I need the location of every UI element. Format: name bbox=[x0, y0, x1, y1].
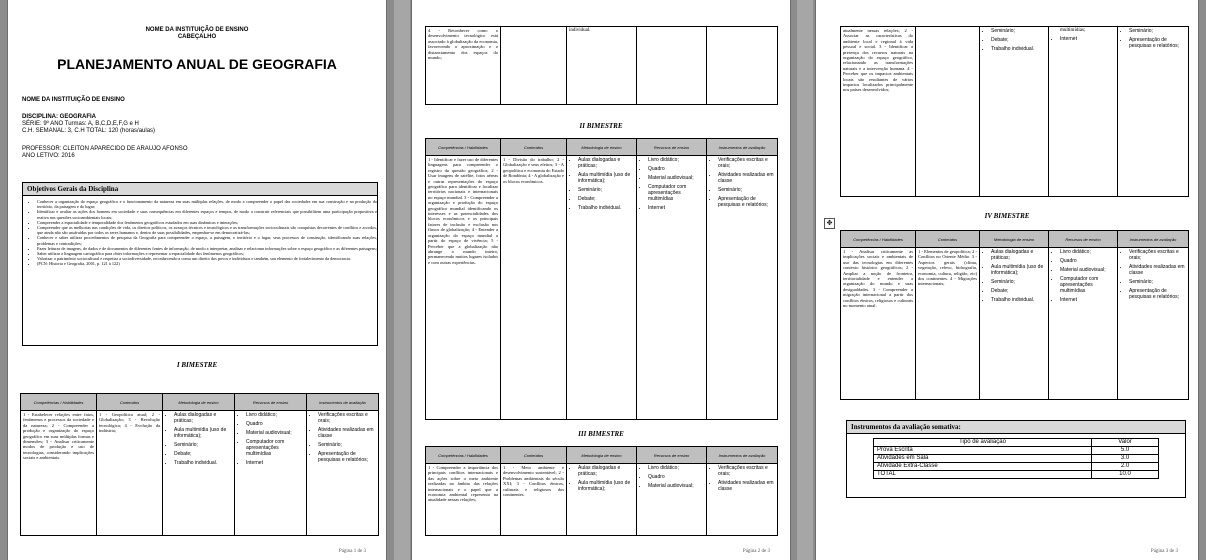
header-cell: Instrumentos de avaliação bbox=[307, 394, 379, 411]
table-row bbox=[841, 248, 1189, 400]
list-item: • Aulas dialogadas e práticas; bbox=[991, 249, 1046, 261]
list-item: • Seminário; bbox=[991, 279, 1046, 285]
evaluation-cell bbox=[1118, 27, 1189, 197]
table-cell: TOTAL bbox=[874, 471, 1092, 479]
list-item: • Trabalho individual. bbox=[578, 205, 634, 211]
header-cell: Recursos de ensino bbox=[235, 394, 307, 411]
section-title-bimestre-1: I BIMESTRE bbox=[176, 361, 218, 369]
table-header-row bbox=[874, 439, 1159, 447]
list-item: • Livro didático; bbox=[648, 157, 704, 163]
bimestre-2-table bbox=[425, 138, 778, 420]
table-cell: Atividades em Sala bbox=[874, 455, 1092, 463]
page-gap bbox=[797, 0, 813, 560]
competencies-cell: 1 - Identificar e fazer uso de diferentes linguagens para compreender o registro da questão geográfica; 2 - Usar imagens de satélite, fotos aéreas e outras representações do espaço geográfico para identificar e localizar territórios nacionais e internacionais no espaço mundial. 3 - Compreender a organização e produção do espaço geográfico mundial identificando os interesses e as potencialidades dos blocos econômicos e os principais fatores de inclusão e exclusão nos fluxos de globalização; 4 - Entender a organização do espaço mundial a partir do espaço de vivência; 5 - Perceber que a globalização não abrange o mundo inteiro, permanecendo muitos lugares isolados e com outras experiências. bbox=[426, 156, 501, 420]
list-item: • Computador com apresentações multimídias bbox=[648, 184, 704, 202]
table-row bbox=[841, 27, 1189, 197]
table-cell: Prova Escrita bbox=[874, 447, 1092, 455]
bimestre-4-table bbox=[840, 230, 1189, 400]
resources-cell bbox=[637, 156, 707, 420]
table-cell: 5.0 bbox=[1092, 447, 1159, 455]
page-2 bbox=[412, 0, 790, 560]
header-cell: Instrumentos de avaliação bbox=[707, 447, 778, 464]
header-cell: Conteúdos bbox=[501, 139, 567, 156]
table-header-row bbox=[426, 447, 778, 464]
bimestre-3-table bbox=[425, 446, 778, 536]
table-header-row bbox=[21, 394, 379, 411]
evaluation-box bbox=[846, 420, 1186, 498]
workload-label: C.H. SEMANAL: 3, C.H TOTAL: 120 (horas/aulas) bbox=[22, 128, 156, 134]
objectives-box bbox=[22, 182, 378, 346]
list-item: • Apresentação de pesquisas e relatórios; bbox=[318, 451, 376, 463]
resources-cell bbox=[1049, 248, 1118, 400]
competencies-cell: 1 - Compreender a importância dos principais conflitos internacionais e das ações sobre o meio ambiente realizadas no âmbito das relações internacionais e o papel que a economia ambiental representa na atualidade nessas relações; bbox=[426, 464, 501, 536]
list-item: • Aulas dialogadas e práticas; bbox=[174, 412, 232, 424]
header-cell: Conteúdos bbox=[916, 231, 980, 248]
table-header-row bbox=[841, 231, 1189, 248]
header-cell: Metodologia de ensino bbox=[163, 394, 235, 411]
competencies-cell: 4 - Reconhecer como o desenvolvimento tecnológico está associado à globalização da economia, favorecendo a aproximação e o distanciamento dos espaços do mundo; bbox=[426, 27, 501, 105]
methodology-cell bbox=[163, 411, 235, 536]
discipline-label: DISCIPLINA: GEOGRAFIA bbox=[22, 114, 97, 120]
list-item: • Livro didático; bbox=[1060, 249, 1115, 255]
evaluation-cell bbox=[707, 27, 778, 105]
competencies-cell: 1 - Analisar criticamente as implicações sociais e ambientais de uso das tecnologias em diferentes contexto histórico geográficos; 2 - Ampliar a noção de fronteira, territorialidade e entender a organização do mundo e suas desigualdades. 3 - Compreender a migração internacional a partir dos conflitos étnicos, religiosos e culturais no momento atual. bbox=[841, 248, 916, 400]
evaluation-cell bbox=[707, 156, 778, 420]
list-item: • Aula multimídia (uso de informática); bbox=[174, 427, 232, 439]
header-cell: Competências / Habilidades bbox=[426, 447, 501, 464]
list-item: • Quadro bbox=[648, 474, 704, 480]
objectives-title: Objetivos Gerais da Disciplina bbox=[23, 183, 377, 196]
bimestre-1-table bbox=[20, 393, 379, 536]
list-item: • Aula multimídia (uso de informática); bbox=[578, 480, 634, 492]
page-number: Página 1 de 3 bbox=[338, 549, 366, 554]
list-item: • Livro didático; bbox=[648, 465, 704, 471]
list-item: • Atividades realizadas em classe bbox=[718, 172, 775, 184]
list-item: • Trabalho individual. bbox=[991, 297, 1046, 303]
list-item: • Seminário; bbox=[1129, 279, 1186, 285]
contents-cell bbox=[501, 27, 567, 105]
table-cell: 10.0 bbox=[1092, 471, 1159, 479]
list-item: • Seminário; bbox=[318, 442, 376, 448]
list-item: • Computador com apresentações multimídias bbox=[246, 439, 304, 457]
list-item: • Debate; bbox=[174, 451, 232, 457]
methodology-cell bbox=[980, 27, 1049, 197]
list-item: • Verificações escritas e orais; bbox=[1129, 249, 1186, 261]
header-cell: Conteúdos bbox=[97, 394, 163, 411]
list-item: • Aulas dialogadas e práticas; bbox=[578, 465, 634, 477]
methodology-cell bbox=[980, 248, 1049, 400]
objective-item: • Valorizar o patrimônio sociocultural e respeitar a sociodiversidade, reconhecendo-a como um direito dos povos e indivíduos e também, um elemento de fortalecimento da democracia. bbox=[37, 256, 377, 261]
list-item: • Apresentação de pesquisas e relatórios; bbox=[1129, 37, 1186, 49]
list-item: • Apresentação de pesquisas e relatórios; bbox=[1129, 288, 1186, 300]
resources-cell bbox=[1049, 27, 1118, 197]
table-row bbox=[426, 464, 778, 536]
series-label: SÉRIE: 9º ANO Turmas: A, B,C,D,E,F,G e H bbox=[22, 121, 139, 127]
list-item: • Aula multimídia (uso de informática); bbox=[578, 172, 634, 184]
table-cell: 3.0 bbox=[1092, 455, 1159, 463]
objective-item: • (PCN: Historia e Geografia, 2001, p. 121 à 122) bbox=[37, 261, 377, 266]
table-row bbox=[874, 471, 1159, 479]
list-item: • Internet bbox=[1060, 297, 1115, 303]
evaluation-box-title: Instrumentos da avaliação somativa: bbox=[847, 421, 1185, 434]
competencies-cell: 1 - Estabelecer relações entre fatos, fenômenos e processos da sociedade e da natureza; 2 - Compreender a produção e organização do espaço geográfico em suas múltiplas formas e dimensões; 3 - Analisar criticamente modos de produção e uso de tecnologias, considerando implicações sociais e ambientais. bbox=[21, 411, 97, 536]
header-cell: Recursos de ensino bbox=[637, 447, 707, 464]
page-title: PLANEJAMENTO ANUAL DE GEOGRAFIA bbox=[57, 56, 337, 72]
header-cell: Competências / Habilidades bbox=[21, 394, 97, 411]
page-number: Página 2 de 3 bbox=[742, 549, 770, 554]
list-item: • Debate; bbox=[991, 37, 1046, 43]
header-cell: Metodologia de ensino bbox=[980, 231, 1049, 248]
list-item: • Trabalho individual. bbox=[174, 460, 232, 466]
contents-cell: 1 - Meio ambiente e desenvolvimento sustentável; 2 - Problemas ambientais do século XXI; 3 - Conflitos étnicos, culturais e religiosos dos continentes. bbox=[501, 464, 567, 536]
header-cell: Metodologia de ensino bbox=[567, 139, 637, 156]
section-title-bimestre-4: IV BIMESTRE bbox=[984, 212, 1030, 220]
evaluation-cell bbox=[1118, 248, 1189, 400]
list-item: • Livro didático; bbox=[246, 412, 304, 418]
list-item: • Seminário; bbox=[174, 442, 232, 448]
section-title-bimestre-3: III BIMESTRE bbox=[578, 430, 624, 438]
list-item: • Atividades realizadas em classe bbox=[1129, 264, 1186, 276]
page-number: Página 3 de 3 bbox=[1150, 549, 1178, 554]
table-row bbox=[21, 411, 379, 536]
table-move-handle-icon[interactable]: ✥ bbox=[824, 218, 835, 229]
resources-cell bbox=[637, 464, 707, 536]
list-item: • Quadro bbox=[648, 166, 704, 172]
methodology-cell bbox=[567, 156, 637, 420]
contents-cell: 1 - Divisão do trabalho; 2 - Globalização e seus efeitos; 3 - A geopolítica e economia do Estado de Rondônia; 4 - A globalização e os blocos econômicos. bbox=[501, 156, 567, 420]
list-item: • Internet bbox=[246, 460, 304, 466]
list-item: • Quadro bbox=[1060, 258, 1115, 264]
objective-item: • Conhecer e saber utilizar procedimentos de pesquisa da Geografia para compreender o espaço, a paisagem, o território e o lugar, seus processos de construção, identificando suas relações, problemas e contradições; bbox=[37, 235, 377, 245]
list-item: • Material audiovisual; bbox=[648, 483, 704, 489]
evaluation-cell bbox=[707, 464, 778, 536]
table-cell: Atividade Extra-Classe bbox=[874, 463, 1092, 471]
header-cell: Recursos de ensino bbox=[1049, 231, 1118, 248]
page-1 bbox=[8, 0, 386, 560]
objective-item: • Fazer leituras de imagens, de dados e de documentos de diferentes fontes de informação, de modo a interpretar, analisar e relacionar informações sobre o espaço geográfico e as diferentes paisagens; bbox=[37, 246, 377, 251]
resources-cell bbox=[235, 411, 307, 536]
list-item: • Material audiovisual; bbox=[1060, 267, 1115, 273]
list-item: • Seminário; bbox=[991, 28, 1046, 34]
objective-item: • Compreender que as melhorias nas condições de vida, os direitos políticos, os avanços técnicos e tecnológicos e as transformações socioculturais são conquistas decorrentes de conflitos e acordos, que ainda não são usufruídas por todos os seres humanos e, dentro de suas possibilidades, empenhar-se em democratizá-las; bbox=[37, 225, 377, 235]
list-item: • Material audiovisual; bbox=[246, 430, 304, 436]
evaluation-table bbox=[873, 438, 1159, 479]
page-3 bbox=[816, 0, 1198, 560]
header-cell: Recursos de ensino bbox=[637, 139, 707, 156]
contents-cell bbox=[916, 27, 980, 197]
header-cell: Competências / Habilidades bbox=[426, 139, 501, 156]
objectives-list bbox=[23, 199, 377, 267]
objective-item: • Conhecer a organização do espaço geográfico e o funcionamento da natureza em suas múltiplas relações, de modo a compreender o papel das sociedades em sua construção e na produção do território, da paisagem e do lugar; bbox=[37, 199, 377, 209]
list-item: • Seminário; bbox=[578, 187, 634, 193]
header-cell: Valor bbox=[1092, 439, 1159, 447]
contents-cell: 1 - Elementos de geopolítica; 2 - Conflitos no Oriente Médio. 3 - Aspectos gerais (clima, vegetação, relevo, hidrografia, economia, cultura, religião, etc) dos continentes. 4 - Migrações internacionais; bbox=[916, 248, 980, 400]
header-cell: Tipo de avaliação bbox=[874, 439, 1092, 447]
methodology-cell bbox=[567, 464, 637, 536]
header-cell: Competências / Habilidades bbox=[841, 231, 916, 248]
continuation-table bbox=[425, 26, 778, 105]
competencies-cell: atualmente nessas relações; 2 - Associar as características do ambiente local e regional à vida pessoal e social. 3 - Identificar a presença dos recursos naturais na organização do espaço geográfico, relacionando as transformações naturais e a intervenção humana. 4 - Perceber que os impactos ambientais locais são resultantes de vários impactos localizados principalmente nos países desenvolvidos; bbox=[841, 27, 916, 197]
evaluation-cell bbox=[307, 411, 379, 536]
header-cell: Instrumentos de avaliação bbox=[707, 139, 778, 156]
list-item: • Apresentação de pesquisas e relatórios; bbox=[718, 196, 775, 208]
table-row bbox=[874, 463, 1159, 471]
list-item: • Internet bbox=[648, 205, 704, 211]
table-row bbox=[426, 156, 778, 420]
list-item: • Verificações escritas e orais; bbox=[718, 157, 775, 169]
list-item: • Debate; bbox=[578, 196, 634, 202]
list-item: • Atividades realizadas em classe bbox=[718, 480, 775, 492]
school-year-label: ANO LETIVO: 2016 bbox=[22, 153, 75, 159]
list-item: • Material audiovisual; bbox=[648, 175, 704, 181]
table-row bbox=[874, 455, 1159, 463]
methodology-cell: individual. bbox=[567, 27, 637, 105]
table-cell: 2.0 bbox=[1092, 463, 1159, 471]
resources-cell bbox=[637, 27, 707, 105]
list-item: • Verificações escritas e orais; bbox=[718, 465, 775, 477]
list-item: multimídias; bbox=[1060, 28, 1086, 33]
header-cell: Metodologia de ensino bbox=[567, 447, 637, 464]
continuation-table bbox=[840, 26, 1189, 197]
list-item: • Internet bbox=[1060, 36, 1115, 42]
list-item: • Computador com apresentações multimídias bbox=[1060, 276, 1115, 294]
page-gap bbox=[394, 0, 410, 560]
list-item: • Seminário; bbox=[1129, 28, 1186, 34]
list-item: • Quadro bbox=[246, 421, 304, 427]
header-cell: Conteúdos bbox=[501, 447, 567, 464]
section-title-bimestre-2: II BIMESTRE bbox=[579, 122, 623, 130]
institution-name: NOME DA INSTITUIÇÃO DE ENSINO bbox=[22, 97, 125, 103]
list-item: • Aulas dialogadas e práticas; bbox=[578, 157, 634, 169]
contents-cell: 1 - Geopolítica atual; 2 - Globalização; 3 - Revolução tecnológica; 4 - Evolução da indústria; bbox=[97, 411, 163, 536]
header-cell: Instrumentos de avaliação bbox=[1118, 231, 1189, 248]
objective-item: • Saber utilizar a linguagem cartográfica para obter informações e representar a espacialidade dos fenômenos geográficos; bbox=[37, 251, 377, 256]
cabecalho-label: CABEÇALHO bbox=[177, 34, 217, 40]
objective-item: • Compreender a espacialidade e temporalidade dos fenômenos geográficos estudados em suas dinâmicas e interações; bbox=[37, 220, 377, 225]
list-item: • Verificações escritas e orais; bbox=[318, 412, 376, 424]
table-row bbox=[426, 27, 778, 105]
professor-label: PROFESSOR: CLEITON APARECIDO DE ARAUJO AFONSO bbox=[22, 146, 188, 152]
list-item: • Aula multimídia (uso de informática); bbox=[991, 264, 1046, 276]
table-header-row bbox=[426, 139, 778, 156]
institution-header: NOME DA INSTITUIÇÃO DE ENSINO bbox=[145, 27, 249, 33]
list-item: • Trabalho individual. bbox=[991, 46, 1046, 52]
objective-item: • Identificar e avaliar as ações dos homens em sociedade e suas consequências em diferentes espaços e tempos, de modo a construir referenciais que possibilitem uma participação propositiva e reativa nas questões socioambientais locais; bbox=[37, 209, 377, 219]
list-item: • Atividades realizadas em classe bbox=[318, 427, 376, 439]
table-row bbox=[874, 447, 1159, 455]
list-item: • Debate; bbox=[991, 288, 1046, 294]
list-item: • Seminário; bbox=[718, 187, 775, 193]
